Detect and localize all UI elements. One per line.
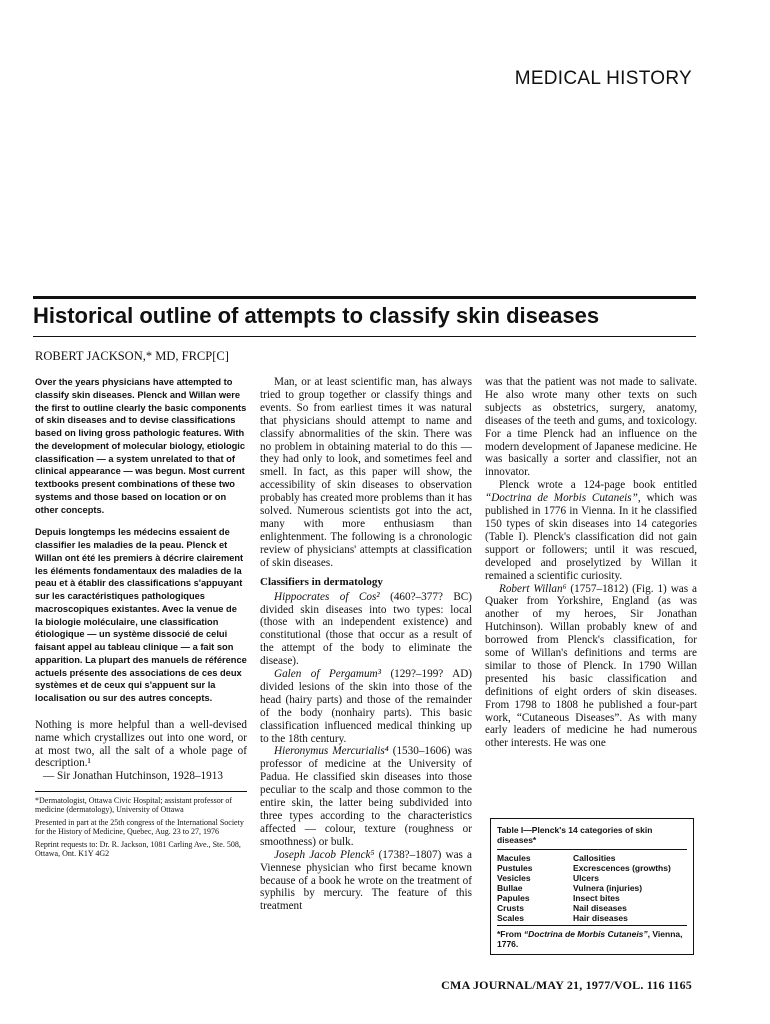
mercurialis-text: (1530–1606) was professor of medicine at the University of Padua. He classified skin diseases into those peculiar to the scalp and those common to the entire skin, the latter being subdivided into three types according to the characteristics affected — colour, texture (roughness or smoothness) or bulk. [260,745,472,848]
note-presented: Presented in part at the 25th congress of the International Society for the History of Medicine, Quebec, Aug. 23 to 27, 1976 [35,818,244,837]
journal-footer: CMA JOURNAL/MAY 21, 1977/VOL. 116 1165 [441,978,692,992]
table-cell: Vesicles [497,873,531,883]
epigraph-quote: Nothing is more helpful than a well-devised name which crystallizes out into one word, or at most two, all the salt of a whole page of description.¹ [35,718,247,770]
table-cell: Crusts [497,903,524,913]
hippocrates-text: (460?–377? BC) divided skin diseases into two types: local (those with an independent existence) and constitutional (those that occur as a result of the attempt of the body to eliminate the disease). [260,590,472,668]
table-cell: Scales [497,913,524,923]
column-1 [35,376,247,862]
willan-paragraph [485,583,697,751]
epigraph-attribution: — Sir Jonathan Hutchinson, 1928–1913 [43,770,223,783]
table-footnote-book: “Doctrina de Morbis Cutaneis” [523,929,648,939]
table-rule [497,925,687,926]
table-cell: Insect bites [573,893,620,903]
note-affiliation: *Dermatologist, Ottawa Civic Hospital; assistant professor of medicine (dermatology), University of Ottawa [35,796,233,815]
continued-paragraph: was that the patient was not made to salivate. He also wrote many other texts on such subjects as obstetrics, surgery, anatomy, diseases of the teeth and gums, and toxicology. For a time Plenck had an influence on the modern development of Japanese medicine. He was basically a sorter and classifier, not an innovator. [485,376,697,479]
section-subhead: Classifiers in dermatology [260,575,383,588]
column-2 [260,376,472,913]
plenck-book-title: “Doctrina de Morbis Cutaneis” [485,492,638,505]
hippocrates-name: Hippocrates of Cos² [274,590,380,603]
title-top-rule [33,296,696,299]
mercurialis-paragraph [260,745,472,848]
plenck-book-text-b: , which was published in 1776 in Vienna. In it he classified 150 types of skin diseases into 14 categories (Table I). Plenck's classification did not gain support or followers; until it was rescued, developed and proselytized by Willan it remained a scientific curiosity. [485,492,697,582]
plenck-paragraph [260,849,472,914]
mercurialis-name: Hieronymus Mercurialis⁴ [274,745,389,758]
galen-name: Galen of Pergamum³ [274,668,381,681]
note-reprint: Reprint requests to: Dr. R. Jackson, 1081 Carling Ave., Ste. 508, Ottawa, Ont. K1Y 4G2 [35,840,241,859]
author-byline: ROBERT JACKSON,* MD, FRCP[C] [35,349,229,363]
table-row [497,863,687,873]
table-cell: Bullae [497,883,523,893]
table-footnote-b: , Vienna, 1776. [497,929,683,949]
title-bottom-rule [33,336,696,337]
table-row [497,853,687,863]
article-title: Historical outline of attempts to classify skin diseases [33,303,600,328]
table-cell: Vulnera (injuries) [573,883,643,893]
table-cell: Nail diseases [573,903,627,913]
willan-text: (1757–1812) (Fig. 1) was a Quaker from Yorkshire, England (as was another of my heroes, Sir Jonathan Hutchinson). Willan probably knew of and borrowed from Plenck's classification, for some of Willan's definitions and terms are similar to those of Plenck. In 1790 Willan presented his basic classification and definitions of eight orders of skin diseases. From 1798 to 1808 he published a four-part work, “Cutaneous Diseases”. As with many early leaders of medicine he had numerous other interests. He was one [485,582,697,750]
table-cell: Callosities [573,853,616,863]
table-cell: Ulcers [573,873,599,883]
willan-name: Robert Willan⁶ [499,582,567,595]
table-rule [497,849,687,850]
table-cell: Hair diseases [573,913,628,923]
table-row [497,903,687,913]
section-label: MEDICAL HISTORY [514,68,692,89]
plenck-text: (1738?–1807) was a Viennese physician who first became known because of a book he wrote on the treatment of syphilis by mercury. The feature of this treatment [260,848,473,913]
table-row [497,893,687,903]
galen-paragraph [260,668,472,745]
table-row [497,883,687,893]
plenck-book-text-a: Plenck wrote a 124-page book entitled [499,479,697,492]
intro-paragraph: Man, or at least scientific man, has always tried to group together or classify things and events. So from earliest times it was natural that physicians should attempt to name and classify abnormalities of the skin. There was no problem in obtaining material to do this — they had only to look, and sometimes feel and smell. In fact, as this paper will show, the accessibility of skin diseases to observation probably has created more problems than it has solved. Numerous scientists got into the act, many with more enthusiasm than enlightenment. The following is a chronologic review of physicians' attempts at classification of skin diseases. [260,376,472,569]
table-cell: Excrescences (growths) [573,863,671,873]
abstract-french: Depuis longtemps les médecins essaient de classifier les maladies de la peau. Plenck et Willan ont été les premiers à décrire clairement les éléments fondamentaux des maladies de la peau et à établir des classifications s'appuyant sur les caractéristiques pathologiques macroscopiques existantes. Avec la venue de la biologie moléculaire, une classification étiologique — un système dissocié de celui faisant appel au tableau clinique — a fait son apparition. La plupart des manuels de référence actuels présente des associations de ces deux systèmes et de ceux qui s'appuent sur la localisation ou sur des autres concepts. [35,527,247,703]
hippocrates-paragraph [260,591,472,668]
galen-text: (129?–199? AD) divided lesions of the skin into those of the head (hairy parts) and those of the remainder of the body (nonhairy parts). This basic classification influenced medical thinking up to the 18th century. [260,668,472,745]
table-cell: Macules [497,853,531,863]
table-row [497,873,687,883]
column-3 [485,376,697,750]
table-cell: Pustules [497,863,533,873]
table-footnote-a: *From [497,929,524,939]
table-cell: Papules [497,893,530,903]
table-footnote [497,929,687,949]
plenck-name: Joseph Jacob Plenck⁵ [274,848,375,861]
abstract-english: Over the years physicians have attempted to classify skin diseases. Plenck and Willan were the first to outline clearly the basic components of skin diseases and to devise classifications based on living gross pathologic features. With the development of molecular biology, etiologic classification — a system unrelated to that of clinical appearance — was begun. Most current textbooks present combinations of these two systems and those based on location or on other concepts. [35,377,247,515]
table-title: Table I—Plenck's 14 categories of skin diseases* [497,825,653,845]
author-notes [35,791,247,858]
table-row [497,913,687,923]
plenck-book-paragraph [485,479,697,582]
table-plenck-categories [490,818,694,955]
